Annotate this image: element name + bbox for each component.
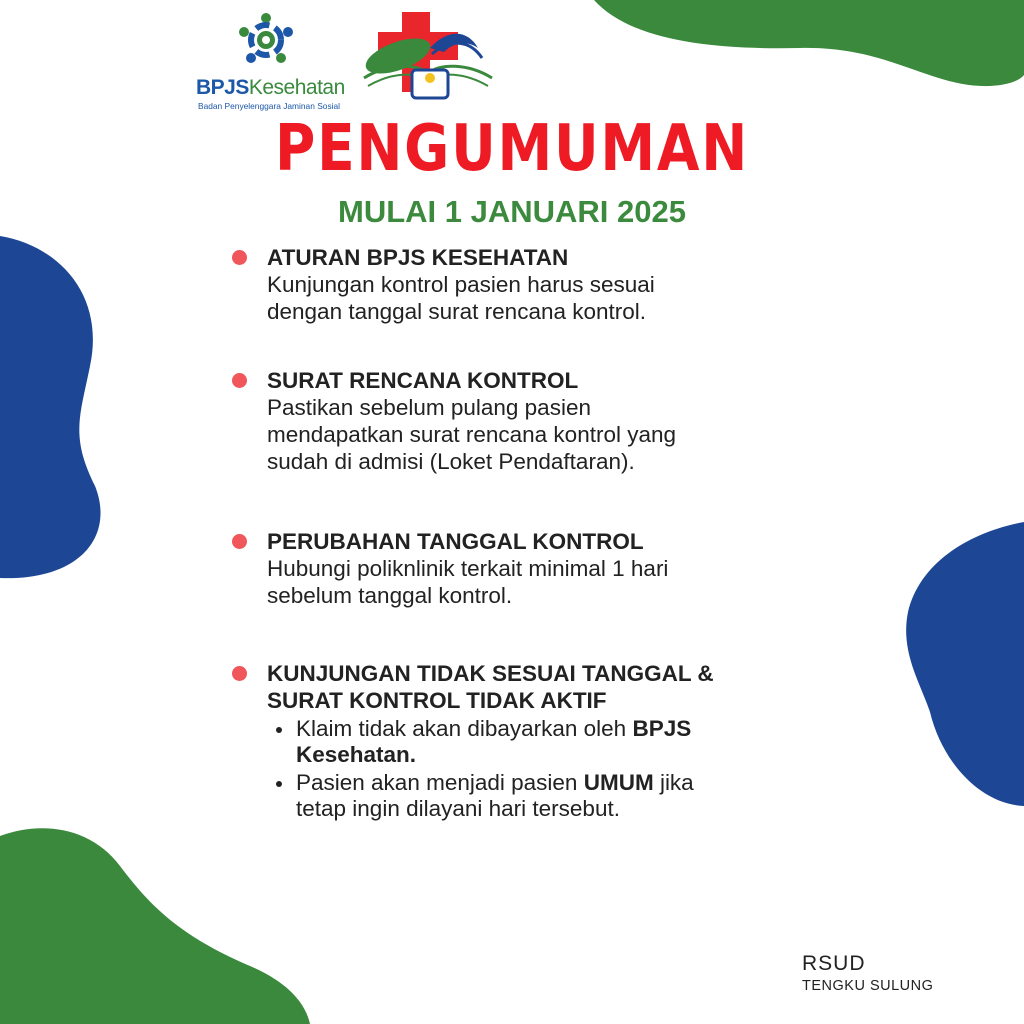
- item-heading: SURAT KONTROL TIDAK AKTIF: [267, 688, 607, 713]
- item-body-line: sudah di admisi (Loket Pendaftaran).: [267, 449, 635, 474]
- list-item: [232, 244, 792, 325]
- item-body-line: sebelum tanggal kontrol.: [267, 583, 513, 608]
- page-subtitle: MULAI 1 JANUARI 2025: [338, 194, 686, 229]
- bpjs-logo-tagline: Badan Penyelenggara Jaminan Sosial: [198, 101, 341, 111]
- item-heading: PERUBAHAN TANGGAL KONTROL: [267, 529, 644, 554]
- sub-bullet-list: [274, 716, 792, 822]
- sub-list-item: Klaim tidak akan dibayarkan oleh BPJS Kesehatan.: [274, 716, 792, 768]
- sub-bullet-icon: [276, 781, 282, 787]
- list-item: [232, 367, 792, 475]
- page-title: PENGUMUMAN: [275, 112, 749, 186]
- top-right-green-blob: [590, 0, 1024, 90]
- footer-org: [802, 952, 933, 994]
- bullet-dot-icon: [232, 373, 247, 388]
- item-heading: KUNJUNGAN TIDAK SESUAI TANGGAL &: [267, 661, 714, 686]
- bpjs-emblem-icon: [236, 10, 296, 68]
- sub-list-item: Pasien akan menjadi pasien UMUM jika tetap ingin dilayani hari tersebut.: [274, 770, 792, 822]
- bottom-left-green-blob: [0, 826, 312, 1024]
- hospital-logo-icon: [358, 8, 500, 108]
- list-item: [232, 660, 792, 824]
- bullet-dot-icon: [232, 534, 247, 549]
- bpjs-kesehatan-logo: [196, 10, 346, 111]
- item-body-line: Pastikan sebelum pulang pasien: [267, 395, 591, 420]
- item-body-line: dengan tanggal surat rencana kontrol.: [267, 299, 647, 324]
- sub-bullet-icon: [276, 727, 282, 733]
- bullet-dot-icon: [232, 250, 247, 265]
- bpjs-logo-text: BPJSKesehatan: [196, 76, 345, 99]
- item-body-line: Kunjungan kontrol pasien harus sesuai: [267, 272, 655, 297]
- item-body-line: Hubungi poliknlinik terkait minimal 1 hari: [267, 556, 669, 581]
- list-item: [232, 528, 792, 609]
- item-heading: SURAT RENCANA KONTROL: [267, 368, 579, 393]
- footer-line-2: TENGKU SULUNG: [802, 978, 934, 994]
- item-body-line: mendapatkan surat rencana kontrol yang: [267, 422, 677, 447]
- right-blue-blob: [900, 522, 1024, 807]
- footer-line-1: RSUD: [802, 952, 866, 975]
- item-heading: ATURAN BPJS KESEHATAN: [267, 245, 569, 270]
- bullet-dot-icon: [232, 666, 247, 681]
- left-blue-blob: [0, 236, 110, 581]
